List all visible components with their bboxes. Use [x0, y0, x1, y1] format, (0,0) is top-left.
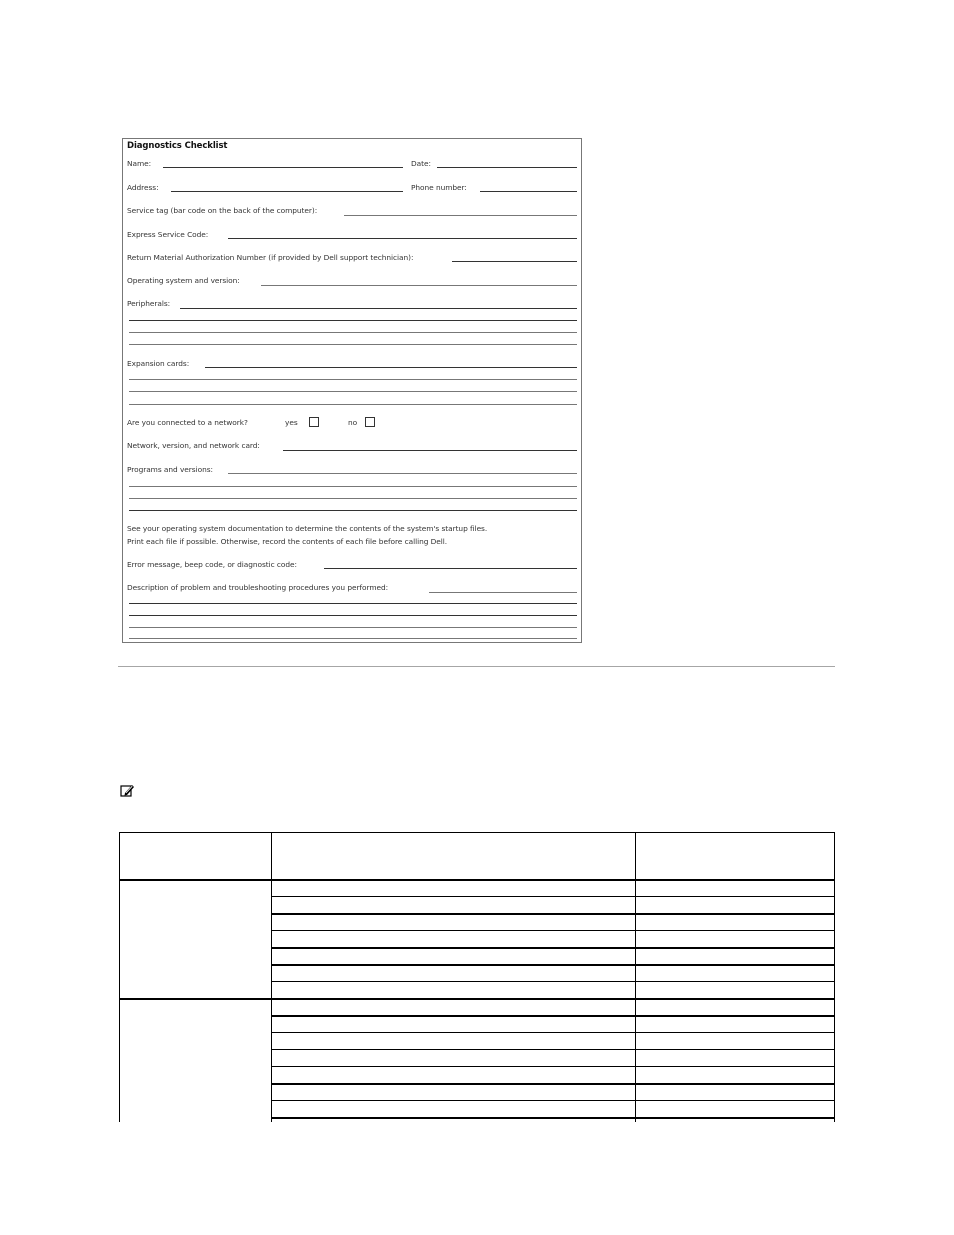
table-cell [636, 948, 835, 965]
yes-label: yes [285, 418, 298, 427]
table-cell [636, 982, 835, 999]
table-row [120, 880, 835, 897]
description-label: Description of problem and troubleshooting procedures you performed: [127, 583, 389, 592]
table-cell [636, 1016, 835, 1033]
table-cell [272, 982, 636, 999]
description-field[interactable] [429, 592, 577, 593]
table-cell [636, 897, 835, 914]
expansion-cards-line[interactable] [129, 379, 577, 380]
name-label: Name: [127, 159, 152, 168]
table-cell [272, 931, 636, 948]
express-code-field[interactable] [228, 238, 577, 239]
programs-field[interactable] [228, 473, 577, 474]
error-field[interactable] [324, 568, 577, 569]
rma-field[interactable] [452, 261, 577, 262]
table-cell [636, 965, 835, 982]
peripherals-line[interactable] [129, 344, 577, 345]
express-code-label: Express Service Code: [127, 230, 209, 239]
service-tag-label: Service tag (bar code on the back of the computer): [127, 206, 318, 215]
table-cell [636, 880, 835, 897]
table-cell [636, 1101, 835, 1118]
table-cell [272, 1084, 636, 1101]
data-table [119, 832, 835, 1122]
table-cell [272, 1016, 636, 1033]
table-cell [272, 1101, 636, 1118]
table-cell [636, 914, 835, 931]
startup-instruction-2: Print each file if possible. Otherwise, record the contents of each file before calling Dell. [127, 537, 448, 546]
description-line[interactable] [129, 638, 577, 639]
date-field[interactable] [437, 167, 577, 168]
description-line[interactable] [129, 615, 577, 616]
expansion-cards-line[interactable] [129, 391, 577, 392]
programs-line[interactable] [129, 510, 577, 511]
address-field[interactable] [171, 191, 403, 192]
peripherals-field[interactable] [180, 308, 577, 309]
diagnostics-checklist-form [122, 138, 582, 643]
table-cell [272, 1118, 636, 1122]
table-cell [636, 1033, 835, 1050]
programs-line[interactable] [129, 486, 577, 487]
name-field[interactable] [163, 167, 403, 168]
table-cell [272, 999, 636, 1016]
checklist-title: Diagnostics Checklist [127, 141, 228, 151]
expansion-cards-field[interactable] [205, 367, 577, 368]
date-label: Date: [411, 159, 431, 168]
phone-label: Phone number: [411, 183, 467, 192]
error-label: Error message, beep code, or diagnostic code: [127, 560, 297, 569]
table-cell [272, 880, 636, 897]
os-label: Operating system and version: [127, 276, 240, 285]
peripherals-line[interactable] [129, 320, 577, 321]
no-checkbox[interactable] [365, 417, 375, 427]
header-cell [120, 833, 272, 880]
table-cell [636, 1084, 835, 1101]
table-header-row [120, 833, 835, 880]
peripherals-line[interactable] [129, 332, 577, 333]
programs-label: Programs and versions: [127, 465, 213, 474]
programs-line[interactable] [129, 498, 577, 499]
table-cell [636, 1118, 835, 1122]
table-cell [272, 965, 636, 982]
address-label: Address: [127, 183, 159, 192]
network-card-field[interactable] [283, 450, 577, 451]
table-cell [272, 914, 636, 931]
yes-checkbox[interactable] [309, 417, 319, 427]
peripherals-label: Peripherals: [127, 299, 171, 308]
expansion-cards-label: Expansion cards: [127, 359, 190, 368]
network-card-label: Network, version, and network card: [127, 441, 260, 450]
table-cell [272, 1050, 636, 1067]
table-cell [272, 897, 636, 914]
section-divider [118, 666, 835, 667]
os-field[interactable] [261, 285, 577, 286]
pencil-note-icon [120, 783, 136, 797]
network-question: Are you connected to a network? [127, 418, 248, 427]
startup-instruction-1: See your operating system documentation to determine the contents of the system's startup files. [127, 524, 488, 533]
description-line[interactable] [129, 603, 577, 604]
group-cell [120, 880, 272, 999]
group-cell [120, 999, 272, 1122]
table-cell [636, 931, 835, 948]
description-line[interactable] [129, 627, 577, 628]
header-cell [272, 833, 636, 880]
table-cell [636, 999, 835, 1016]
table-cell [272, 948, 636, 965]
expansion-cards-line[interactable] [129, 404, 577, 405]
rma-label: Return Material Authorization Number (if provided by Dell support technician): [127, 253, 414, 262]
header-cell [636, 833, 835, 880]
phone-field[interactable] [480, 191, 577, 192]
table-cell [636, 1050, 835, 1067]
table-cell [636, 1067, 835, 1084]
no-label: no [348, 418, 358, 427]
service-tag-field[interactable] [344, 215, 577, 216]
table-row [120, 999, 835, 1016]
table-cell [272, 1033, 636, 1050]
table-cell [272, 1067, 636, 1084]
